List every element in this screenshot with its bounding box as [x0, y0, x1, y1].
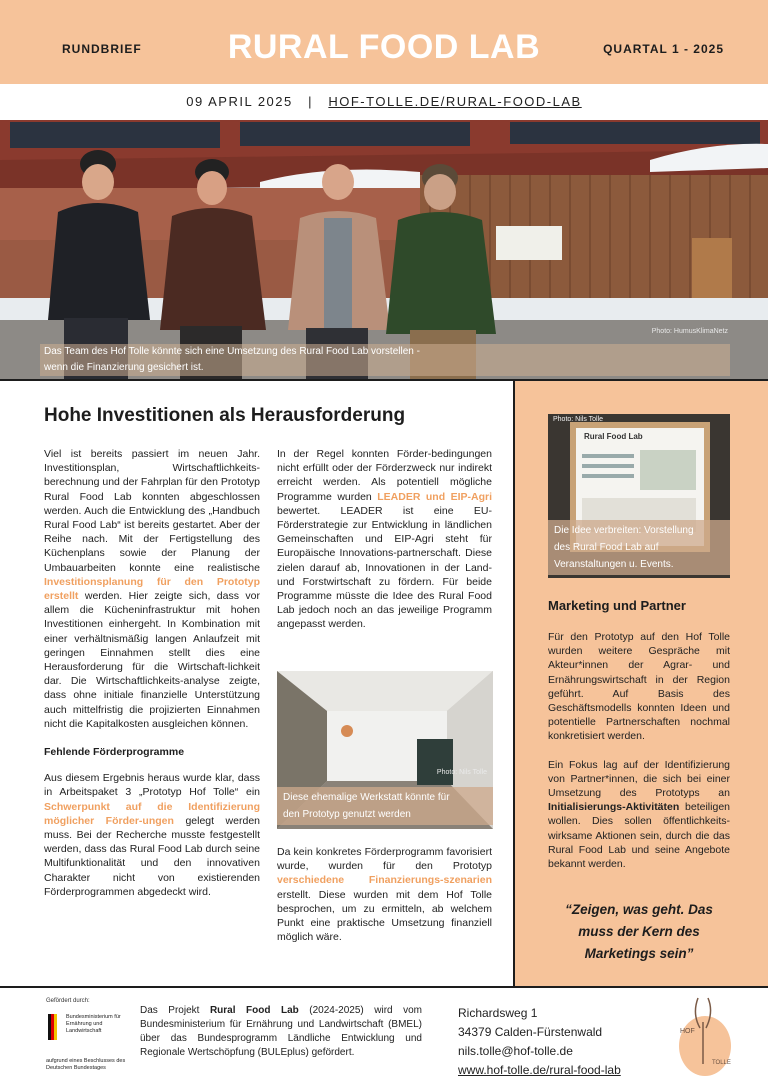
hero-caption-line1: Das Team des Hof Tolle könnte sich eine Umsetzung des Rural Food Lab vorstellen - — [44, 346, 420, 357]
article-column-2 — [277, 447, 492, 646]
contact-email[interactable]: nils.tolle@hof-tolle.de — [458, 1044, 573, 1058]
poster-photo — [548, 414, 730, 578]
article-column-2-continued — [277, 845, 492, 958]
column-divider — [513, 380, 515, 986]
footer — [0, 986, 768, 1086]
funding-label: Gefördert durch: — [46, 998, 90, 1004]
sidebar-paragraph: Ein Fokus lag auf der Identifizierung von Partner*innen, die sich bei einer Umsetzung des Prototyps an Initialisierungs-Aktivitäten beteiligen wollen. Dies sollen öffentlichkeits-wirksame Aktionen sein, durch die das Rural Food Lab und seine Angebote bekannt werden. — [548, 758, 730, 871]
article-heading: Hohe Investitionen als Herausforderung — [44, 405, 406, 426]
poster-photo-credit: Photo: Nils Tolle — [553, 416, 604, 423]
hero-photo-caption — [40, 344, 730, 376]
poster-title: Rural Food Lab — [584, 432, 643, 441]
team-photo-illustration — [0, 120, 768, 380]
website-link[interactable]: HOF-TOLLE.DE/RURAL-FOOD-LAB — [328, 94, 582, 109]
footer-website-link[interactable]: www.hof-tolle.de/rural-food-lab — [458, 1063, 621, 1077]
highlight-text: Investitionsplanung für den Prototyp erstellt — [44, 575, 260, 603]
project-name: Rural Food Lab — [209, 1005, 299, 1016]
hof-tolle-logo — [678, 994, 732, 1078]
newsletter-label: RUNDBRIEF — [62, 42, 142, 56]
address-street: Richardsweg 1 — [458, 1006, 538, 1020]
poster-photo-caption: Die Idee verbreiten: Vorstellung des Rural Food Lab auf Veranstaltungen u. Events. — [548, 520, 730, 575]
hero-caption-line2: wenn die Finanzierung gesichert ist. — [44, 362, 204, 373]
hero-photo-credit: Photo: HumusKlimaNetz — [651, 328, 728, 335]
logo-text-bottom: TOLLE — [712, 1060, 731, 1066]
quarter-label: QUARTAL 1 - 2025 — [603, 42, 724, 56]
sidebar-heading: Marketing und Partner — [548, 598, 686, 613]
section-divider — [0, 379, 768, 381]
article-paragraph: Viel ist bereits passiert im neuen Jahr. Investitionsplan, Wirtschaftlichkeits-berechnung und der Fahrplan für den Prototyp Rural Food Lab konnten abgeschlossen werden. Auch die Entwicklung des „Handbuch Rural Food Lab“ ist bereits gestartet. Aber der Reihe nach. Mit der Fertigstellung des Küchenplans sowie der Planung der Umbauarbeiten konnte eine realistische Investitionsplanung für den Prototyp erstellt werden. Hier zeigte sich, dass vor allem die Kücheninfrastruktur mit hohen Investitionen einhergeht. In Kombination mit einer verhältnismäßig langen Anlaufzeit mit geringen Einnahmen stellt dies eine Herausforderung für die Wirtschaft-lichkeit dar. Die Wirtschaftlichkeits-analyse zeigte, dass ohne initiale finanzielle Unterstützung auch mittelfristig die projizierten Einnahmen nicht die Kapitalkosten ausgleichen können. — [44, 448, 260, 730]
ministry-name: Bundesministerium für Ernährung und Landwirtschaft — [66, 1014, 121, 1034]
contact-block — [458, 1004, 621, 1080]
sidebar-paragraph: Für den Prototyp auf den Hof Tolle wurden weitere Gespräche mit Akteur*innen der Agrar- und Ernährungswirtschaft in der Region geführt. Auf Basis des Geschäftsmodells konnten Ideen und potentielle Partnerschaften nochmal konkretisiert werden. — [548, 631, 730, 743]
pull-quote: “Zeigen, was geht. Das muss der Kern des Marketings sein” — [565, 902, 713, 961]
highlight-text: Schwerpunkt auf die Identifizierung möglicher Förder-ungen — [44, 800, 260, 827]
article-paragraph: Aus diesem Ergebnis heraus wurde klar, dass in Arbeitspaket 3 „Prototyp Hof Tolle“ ein Schwerpunkt auf die Identifizierung möglicher Förder-ungen gelegt werden muss. Bei der Recherche musste festgestellt werden, dass das Rural Food Lab durch seine Multifunktionalität und den innovativen Charakter nicht von existierenden Förderprogrammen abgedeckt wird. — [44, 772, 260, 898]
address-city: 34379 Calden-Fürstenwald — [458, 1025, 603, 1039]
dateline — [0, 84, 768, 120]
sidebar-text — [548, 630, 730, 885]
newsletter-header — [0, 0, 768, 84]
issue-date: 09 APRIL 2025 — [186, 94, 293, 109]
bundestag-note: aufgrund eines Beschlusses des Deutschen Bundestages — [46, 1058, 126, 1071]
bold-text: Initialisierungs-Aktivitäten — [548, 801, 680, 814]
highlight-text: LEADER und EIP-Agri — [377, 490, 493, 503]
newsletter-title: RURAL FOOD LAB — [227, 28, 541, 66]
funding-statement: Das Projekt Rural Food Lab (2024-2025) wird vom Bundesministerium für Ernährung und Landwirtschaft (BMEL) über das Bundesprogramm Ländliche Entwicklung und Regionale Wertschöpfung (BULEplus) gefördert. — [140, 1005, 422, 1058]
article-subheading: Fehlende Förderprogramme — [44, 746, 185, 759]
article-paragraph: In der Regel konnten Förder-bedingungen nicht erfüllt oder der Förderzweck nur indirekt erreicht werden. Als potentiell mögliche Programme wurden LEADER und EIP-Agri bewertet. LEADER ist eine EU-Förderstrategie zur Entwicklung in ländlichen Gemeinschaften und EIP-Agri steht für Europäische Innovations-partnerschaft. Diese zielen darauf ab, Innovationen in der Land- und Forstwirtschaft zu fördern. Für beide Programme müsste die Idee des Rural Food Lab jedoch noch an das jeweilige Programm angepasst werden. — [277, 448, 493, 631]
logo-text-top: HOF — [680, 1028, 695, 1035]
workshop-photo — [277, 671, 493, 829]
workshop-photo-caption: Diese ehemalige Werkstatt könnte für den Prototyp genutzt werden — [277, 787, 493, 825]
workshop-photo-credit: Photo: Nils Tolle — [436, 769, 487, 776]
team-photo — [0, 120, 768, 380]
dateline-separator: | — [308, 94, 313, 109]
article-paragraph: Da kein konkretes Förderprogramm favorisiert wurde, wurden für den Prototyp verschiedene Finanzierungs-szenarien erstellt. Diese wurden mit dem Hof Tolle besprochen, um zu ermitteln, ab welchem Punkt eine praktische Umsetzung finanziell möglich wäre. — [277, 846, 492, 944]
highlight-text: verschiedene Finanzierungs-szenarien — [277, 874, 492, 887]
article-column-1 — [44, 447, 260, 913]
federal-eagle-icon — [48, 1014, 60, 1040]
